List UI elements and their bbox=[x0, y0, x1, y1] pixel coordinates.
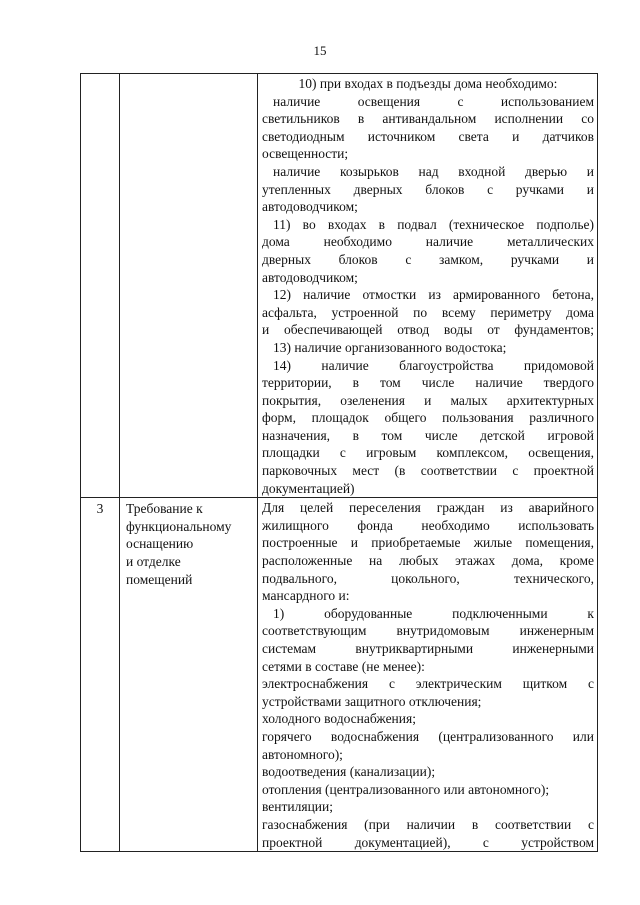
description-line: холодного водоснабжения; bbox=[262, 711, 416, 727]
requirement-description-cell bbox=[258, 74, 598, 498]
requirement-description-cell bbox=[258, 498, 598, 852]
description-line: системам внутриквартирными инженерными bbox=[262, 641, 594, 656]
description-line: утепленных дверных блоков с ручками и bbox=[262, 181, 594, 197]
description-line: устройствами защитного отключения; bbox=[262, 693, 482, 709]
requirement-title-line: и отделке bbox=[126, 554, 181, 570]
description-line: документацией) bbox=[262, 480, 355, 496]
description-line: автономного); bbox=[262, 746, 343, 762]
description-line: вентиляции; bbox=[262, 799, 334, 815]
description-line: 10) при входах в подъезды дома необходимо: bbox=[298, 76, 558, 91]
description-line: 12) наличие отмостки из армированного бетона, bbox=[273, 287, 594, 303]
description-line: Для целей переселения граждан из аварийного bbox=[262, 500, 594, 516]
description-line: 14) наличие благоустройства придомовой bbox=[273, 357, 594, 373]
row-number-cell bbox=[81, 74, 120, 498]
description-line: дверных блоков с замком, ручками и bbox=[262, 251, 594, 267]
description-line: 13) наличие организованного водостока; bbox=[273, 339, 507, 355]
requirement-title-line: функциональному bbox=[126, 518, 232, 534]
requirement-title-cell bbox=[120, 498, 258, 852]
description-line: светодиодным источником света и датчиков bbox=[262, 128, 594, 144]
description-line: подвального, цокольного, технического, bbox=[262, 570, 594, 586]
description-line: дома необходимо наличие металлических bbox=[262, 234, 594, 250]
row-number-cell: 3 bbox=[81, 498, 120, 852]
page-number: 15 bbox=[313, 43, 327, 58]
table-row bbox=[81, 498, 598, 852]
description-line: жилищного фонда необходимо использовать bbox=[262, 517, 594, 533]
description-line: 1) оборудованные подключенными к bbox=[273, 605, 594, 621]
description-line: и обеспечивающей отвод воды от фундаментов; bbox=[262, 322, 594, 338]
description-line: асфальта, устроенной по всему периметру дома bbox=[262, 304, 594, 320]
description-line: горячего водоснабжения (централизованного или bbox=[262, 728, 594, 744]
description-line: освещенности; bbox=[262, 146, 349, 162]
requirement-title-line: помещений bbox=[126, 571, 193, 587]
table-row bbox=[81, 74, 598, 498]
description-line: покрытия, озеленения и малых архитектурных bbox=[262, 392, 594, 408]
description-line: проектной документацией), с устройством bbox=[262, 834, 594, 850]
description-line: назначения, в том числе детской игровой bbox=[262, 427, 594, 443]
requirements-table bbox=[80, 73, 598, 852]
requirement-title-cell bbox=[120, 74, 258, 498]
description-line: построенные и приобретаемые жилые помещения, bbox=[262, 535, 594, 551]
description-line: расположенные на любых этажах дома, кроме bbox=[262, 553, 594, 569]
description-line: наличие козырьков над входной дверью и bbox=[273, 163, 594, 179]
description-line: сетями в составе (не менее): bbox=[262, 658, 425, 674]
requirement-title-line: оснащению bbox=[126, 536, 194, 552]
description-line: автодоводчиком; bbox=[262, 199, 358, 215]
description-line: мансардного и: bbox=[262, 588, 350, 604]
description-line: водоотведения (канализации); bbox=[262, 764, 436, 780]
description-line: электроснабжения с электрическим щитком с bbox=[262, 676, 594, 692]
description-line: площадки с игровым комплексом, освещения, bbox=[262, 445, 594, 461]
description-line: газоснабжения (при наличии в соответствии с bbox=[262, 816, 594, 832]
description-line: парковочных мест (в соответствии с проектной bbox=[262, 463, 594, 479]
description-line: соответствующим внутридомовым инженерным bbox=[262, 623, 594, 639]
description-line: 11) во входах в подвал (техническое подполье) bbox=[273, 216, 594, 232]
description-line: автодоводчиком; bbox=[262, 269, 358, 285]
description-line: светильников в антивандальном исполнении со bbox=[262, 111, 594, 127]
description-line: наличие освещения с использованием bbox=[273, 93, 594, 109]
description-line: форм, площадок общего пользования различного bbox=[262, 410, 594, 426]
description-line: территории, в том числе наличие твердого bbox=[262, 375, 594, 391]
description-line: отопления (централизованного или автономного); bbox=[262, 781, 550, 797]
requirement-title-line: Требование к bbox=[126, 501, 203, 517]
